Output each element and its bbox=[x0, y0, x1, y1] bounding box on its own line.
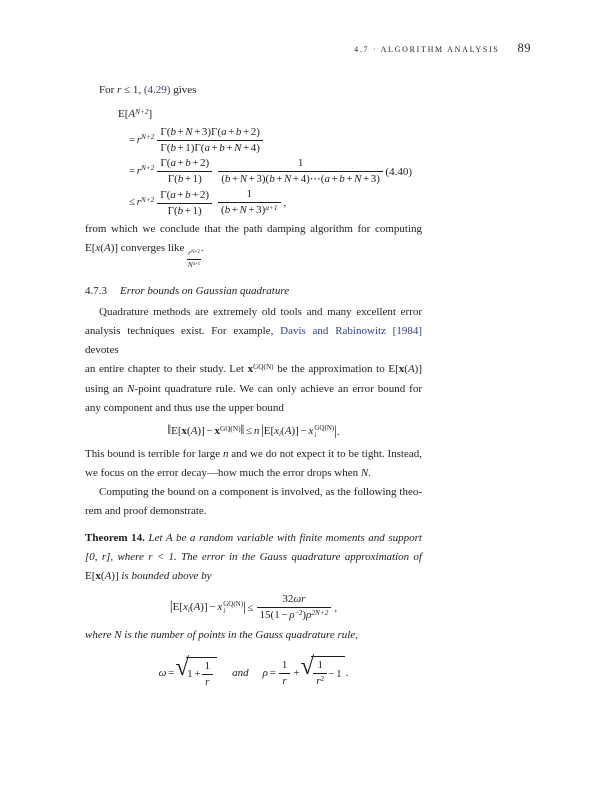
text-segment: ( bbox=[404, 363, 408, 376]
text-segment: N bbox=[187, 260, 193, 270]
text-segment: E[ bbox=[172, 601, 183, 614]
text-segment: + 4) bbox=[241, 142, 260, 154]
text-segment: + bbox=[230, 204, 240, 216]
text-segment: ρ bbox=[262, 666, 268, 679]
text-segment: N+2 bbox=[140, 195, 155, 204]
text-segment: r bbox=[205, 675, 210, 688]
text-segment: N+2 bbox=[141, 133, 155, 142]
text-segment: | bbox=[169, 598, 173, 614]
text-segment: Γ( bbox=[167, 173, 178, 185]
page-number: 89 bbox=[517, 41, 531, 55]
fraction-numerator bbox=[187, 249, 201, 259]
fraction-denominator bbox=[218, 171, 383, 186]
eq-punctuation: , bbox=[334, 601, 338, 614]
text-segment bbox=[85, 242, 187, 254]
text-line: from which we conclude that the path damping algorithm for computing bbox=[85, 223, 422, 235]
text-segment: ρ bbox=[306, 609, 312, 622]
text-segment: x bbox=[214, 425, 220, 438]
text-segment: n bbox=[253, 425, 260, 438]
text-segment: r bbox=[136, 133, 142, 146]
text-segment: b bbox=[177, 173, 184, 185]
text-segment: )] converges like bbox=[110, 242, 188, 254]
text-segment: b bbox=[269, 173, 275, 185]
superscript: GQ(N) bbox=[223, 599, 244, 608]
text-segment: + 2) bbox=[241, 126, 260, 138]
theorem-line bbox=[85, 567, 422, 586]
text-segment: N+2 bbox=[141, 164, 155, 173]
page-content bbox=[85, 81, 422, 693]
eq-operator: + bbox=[293, 666, 300, 679]
text-segment: b bbox=[224, 173, 231, 185]
text-segment: a bbox=[221, 126, 227, 138]
equation-error-bound bbox=[85, 592, 422, 624]
text-segment: ) bbox=[302, 609, 307, 622]
text-line bbox=[85, 626, 422, 645]
text-segment: ( bbox=[100, 242, 104, 254]
running-head: 4.7 · ALGORITHM ANALYSIS bbox=[354, 45, 500, 54]
text-segment: This bound is terrible for large bbox=[85, 448, 223, 461]
text-line bbox=[85, 380, 422, 399]
text-segment: is bounded above by bbox=[118, 570, 212, 583]
equation-number: (4.40) bbox=[385, 166, 412, 178]
fraction-numerator: 1 bbox=[281, 658, 288, 671]
text-segment: N bbox=[284, 173, 292, 185]
text-segment: ( bbox=[189, 601, 194, 614]
text-segment: For bbox=[99, 84, 118, 96]
text-segment: N bbox=[234, 142, 242, 154]
radical-sign: √ bbox=[300, 653, 315, 681]
text-segment: ≤ bbox=[245, 601, 254, 614]
text-segment: E[ bbox=[171, 425, 182, 438]
text-segment: analysis techniques exist. For example, bbox=[85, 325, 281, 338]
fraction-denominator bbox=[157, 140, 262, 155]
text-segment: = bbox=[267, 666, 276, 679]
equation-440 bbox=[85, 106, 422, 218]
text-segment: A bbox=[284, 425, 292, 438]
text-segment: + bbox=[209, 142, 220, 154]
radicand bbox=[186, 657, 217, 690]
text-segment: devotes bbox=[85, 344, 119, 357]
text-line bbox=[85, 322, 422, 360]
text-segment: N+2 bbox=[135, 107, 149, 116]
eq-line-1 bbox=[85, 106, 422, 124]
sub-superscript bbox=[223, 601, 243, 616]
theorem-line bbox=[85, 548, 422, 567]
text-segment: ≤ 1, bbox=[121, 84, 144, 96]
text-segment: N bbox=[185, 126, 193, 138]
text-segment: = bbox=[129, 164, 137, 177]
fraction bbox=[202, 660, 214, 689]
text-line bbox=[85, 445, 422, 464]
text-segment: −2 bbox=[294, 608, 303, 617]
fraction bbox=[313, 659, 327, 689]
text-segment: ] bbox=[148, 108, 153, 120]
text-segment: ‖ bbox=[167, 422, 172, 438]
text-segment: Γ( bbox=[167, 204, 178, 217]
eq-head bbox=[129, 131, 154, 151]
equation-norm-bound bbox=[85, 420, 422, 444]
text-segment: 15(1 − bbox=[259, 609, 290, 622]
section-number: 4.7.3 bbox=[85, 285, 107, 298]
text-segment: ( bbox=[221, 173, 225, 185]
text-segment: | bbox=[334, 422, 337, 438]
fraction bbox=[157, 126, 262, 155]
text-segment: ωr bbox=[293, 593, 306, 606]
text-segment: b bbox=[177, 204, 184, 217]
text-segment: r bbox=[188, 248, 192, 258]
text-segment: n bbox=[222, 448, 229, 461]
text-segment: x bbox=[247, 363, 254, 376]
text-segment: + 3)Γ( bbox=[192, 126, 222, 138]
fraction bbox=[218, 157, 383, 186]
text-segment: b bbox=[235, 126, 242, 138]
text-segment: + bbox=[329, 173, 340, 185]
text-segment: r bbox=[136, 164, 142, 177]
text-segment: ( bbox=[187, 425, 191, 438]
text-segment: x bbox=[274, 425, 280, 438]
eq-line-4 bbox=[85, 188, 422, 218]
fraction-denominator bbox=[187, 259, 201, 270]
text-line bbox=[85, 360, 422, 380]
text-segment: GQ(N) bbox=[253, 362, 274, 371]
text-segment: a+1 bbox=[192, 261, 201, 267]
text-segment: + bbox=[226, 126, 236, 138]
text-segment: b bbox=[185, 157, 191, 169]
text-segment: ( bbox=[100, 570, 105, 583]
eq-expression bbox=[243, 599, 253, 618]
fraction-denominator bbox=[157, 203, 212, 218]
text-segment: Theorem 14. bbox=[85, 532, 145, 545]
text-segment: b bbox=[170, 126, 176, 138]
text-segment: ( bbox=[221, 204, 225, 216]
text-line: any component and thus use the upper bound bbox=[85, 402, 284, 415]
radical-sign: √ bbox=[175, 653, 190, 681]
fraction-numerator bbox=[157, 157, 212, 171]
text-segment: 2N+2 bbox=[311, 608, 329, 617]
text-segment: + 3) bbox=[361, 173, 380, 185]
text-segment: + 3)( bbox=[247, 173, 270, 185]
text-segment: E[ bbox=[85, 242, 96, 254]
text-segment: using an bbox=[85, 383, 128, 396]
text-segment: + 4)⋯( bbox=[291, 173, 325, 185]
fraction bbox=[279, 659, 291, 688]
text-segment: ‖ bbox=[240, 422, 245, 438]
theorem-block bbox=[85, 529, 422, 586]
text-segment bbox=[187, 665, 200, 684]
text-segment: + bbox=[175, 126, 186, 138]
fraction-denominator bbox=[157, 171, 212, 186]
text-segment: A bbox=[190, 425, 198, 438]
radicand bbox=[311, 656, 344, 690]
eq-expression bbox=[118, 105, 152, 125]
fraction-numerator: 1 bbox=[317, 659, 323, 672]
text-segment: r bbox=[316, 675, 321, 688]
text-segment: + 1) bbox=[183, 173, 202, 185]
eq-expression bbox=[167, 422, 313, 442]
text-segment: A bbox=[103, 242, 111, 254]
text-line: rem and proof demonstrate. bbox=[85, 505, 207, 518]
fraction-numerator bbox=[257, 593, 332, 607]
fraction-numerator: 1 bbox=[297, 157, 304, 169]
text-segment: N bbox=[127, 383, 135, 396]
text-segment: E[ bbox=[263, 425, 275, 438]
text-segment: | bbox=[243, 598, 246, 614]
text-segment: r bbox=[282, 674, 287, 687]
text-segment: + 2) bbox=[190, 157, 210, 169]
theorem-line bbox=[85, 529, 422, 548]
text-segment: x bbox=[95, 242, 101, 254]
text-segment: [0, r], where r < 1. The error in the Gauss quadrature approximation of bbox=[85, 551, 422, 564]
text-segment: A bbox=[128, 108, 136, 120]
text-segment: = bbox=[129, 133, 137, 146]
text-segment: a bbox=[170, 157, 176, 169]
sub-superscript bbox=[314, 425, 334, 440]
eq-line-2 bbox=[85, 126, 422, 155]
text-segment: a bbox=[204, 142, 210, 154]
square-root bbox=[175, 653, 217, 690]
citation-link[interactable]: Davis and Rabinowitz [1984] bbox=[280, 325, 423, 338]
eq-line-3 bbox=[85, 157, 422, 186]
text-segment: . bbox=[368, 467, 371, 480]
text-segment: x bbox=[398, 363, 405, 376]
text-segment: be the approximation to E[ bbox=[273, 363, 399, 376]
text-segment: ( bbox=[281, 425, 285, 438]
text-segment: A bbox=[407, 363, 415, 376]
eq-expression bbox=[159, 664, 175, 683]
text-segment: Γ( bbox=[160, 142, 171, 154]
text-segment: ≤ bbox=[244, 425, 254, 438]
text-segment: [ bbox=[124, 108, 129, 120]
fraction-numerator: 1 bbox=[204, 659, 211, 672]
text-segment: N bbox=[239, 173, 248, 185]
eq-punctuation: , bbox=[283, 196, 287, 209]
text-line: Quadrature methods are extremely old tools and many excellent error bbox=[99, 306, 422, 319]
fraction-denominator bbox=[218, 202, 280, 218]
text-segment: b bbox=[224, 204, 231, 216]
text-segment: )] bbox=[111, 570, 119, 583]
text-segment: an entire chapter to their study. Let bbox=[85, 363, 248, 376]
text-segment: ω bbox=[158, 666, 167, 679]
text-segment: x bbox=[308, 425, 314, 438]
text-segment: b bbox=[185, 188, 191, 201]
text-segment: | bbox=[261, 422, 264, 438]
fraction-denominator bbox=[257, 607, 332, 623]
text-line bbox=[85, 464, 422, 483]
text-segment: 1 + bbox=[187, 667, 201, 680]
fraction bbox=[157, 157, 212, 186]
text-line: Computing the bound on a component is involved, as the following theo- bbox=[99, 486, 422, 499]
text-segment: + bbox=[224, 142, 235, 154]
text-segment: 2 bbox=[320, 674, 325, 683]
text-segment: N bbox=[354, 173, 362, 185]
text-segment: and we do not expect it to be tight. Instead, bbox=[228, 448, 423, 461]
superscript: GQ(N) bbox=[314, 423, 335, 432]
eq-expression bbox=[170, 598, 222, 618]
text-segment: we focus on the error decay—how much the error drops when bbox=[85, 467, 361, 480]
text-segment: 32 bbox=[282, 593, 294, 606]
text-segment: + 1)Γ( bbox=[175, 142, 205, 154]
text-segment: )] − bbox=[197, 425, 215, 438]
text-segment: a bbox=[170, 188, 176, 201]
text-segment: )] − bbox=[200, 601, 218, 614]
text-segment: GQ(N) bbox=[219, 424, 241, 433]
fraction-denominator bbox=[202, 674, 214, 689]
text-segment: x bbox=[181, 425, 188, 438]
and-word: and bbox=[232, 666, 249, 679]
text-segment: where N is the number of points in the Gauss quadrature rule, bbox=[85, 629, 358, 642]
text-segment: a+1 bbox=[265, 203, 278, 212]
subscript: i bbox=[314, 431, 317, 440]
text-segment: Let A be a random variable with finite moments and support bbox=[144, 532, 422, 545]
text-segment: ρ bbox=[289, 609, 295, 622]
text-segment: r bbox=[117, 84, 122, 96]
text-segment: Γ( bbox=[160, 157, 171, 169]
intro-line bbox=[85, 81, 422, 100]
eq-expression bbox=[334, 423, 339, 442]
eq-expression bbox=[263, 664, 276, 683]
text-segment: + bbox=[274, 173, 284, 185]
text-segment: -point quadrature rule. We can only achieve an error bound for bbox=[134, 383, 422, 396]
fraction-numerator bbox=[157, 126, 262, 140]
text-segment: Γ( bbox=[160, 126, 171, 138]
section-title: Error bounds on Gaussian quadrature bbox=[120, 285, 290, 298]
text-segment: b bbox=[170, 142, 176, 154]
text-segment: − 1 bbox=[328, 667, 342, 680]
text-segment: + 1) bbox=[183, 204, 202, 217]
fraction bbox=[157, 189, 212, 218]
text-segment: N bbox=[239, 204, 247, 216]
text-segment: E[ bbox=[85, 570, 96, 583]
text-segment: + bbox=[344, 173, 355, 185]
text-segment: . bbox=[200, 242, 204, 254]
equation-omega-rho bbox=[85, 653, 422, 693]
text-segment: x bbox=[182, 601, 188, 614]
fraction-denominator bbox=[313, 673, 327, 689]
eq-punctuation: . bbox=[345, 666, 349, 679]
eq-head bbox=[129, 162, 154, 182]
text-segment: + bbox=[230, 173, 240, 185]
text-segment: gives bbox=[170, 84, 197, 96]
text-segment: b bbox=[219, 142, 225, 154]
text-segment: )] − bbox=[291, 425, 309, 438]
text-segment: i bbox=[187, 606, 190, 615]
text-segment: + bbox=[175, 188, 186, 201]
subscript: i bbox=[223, 607, 226, 616]
text-segment: i bbox=[279, 430, 282, 439]
text-segment: a bbox=[324, 173, 330, 185]
fraction-numerator: 1 bbox=[246, 188, 253, 200]
fraction bbox=[257, 593, 332, 623]
eq-head bbox=[129, 193, 154, 213]
text-segment: + 3) bbox=[246, 204, 266, 216]
text-segment bbox=[328, 665, 341, 684]
text-segment: Γ( bbox=[160, 188, 171, 201]
text-segment: . bbox=[336, 425, 340, 438]
fraction bbox=[218, 188, 280, 218]
text-segment: + bbox=[175, 157, 186, 169]
text-segment: A bbox=[193, 601, 201, 614]
fraction-denominator bbox=[279, 673, 291, 688]
square-root bbox=[300, 653, 345, 690]
inline-fraction bbox=[187, 249, 201, 270]
text-segment: E bbox=[118, 108, 125, 120]
eq-ref-link[interactable]: (4.29) bbox=[143, 84, 171, 96]
page-header bbox=[0, 39, 531, 57]
text-segment: = bbox=[166, 666, 175, 679]
text-segment: r bbox=[136, 196, 141, 208]
text-segment: x bbox=[95, 570, 101, 583]
text-segment: + 2) bbox=[190, 188, 210, 201]
text-segment: )] bbox=[414, 363, 422, 376]
text-segment: A bbox=[104, 570, 112, 583]
text-segment: N bbox=[360, 467, 369, 480]
text-segment: b bbox=[339, 173, 345, 185]
text-segment: x bbox=[217, 601, 223, 614]
section-heading bbox=[85, 282, 422, 301]
text-line bbox=[85, 239, 422, 270]
fraction-numerator bbox=[157, 189, 212, 203]
text-segment: N+2 bbox=[191, 249, 200, 255]
text-segment: ≤ bbox=[129, 196, 137, 208]
